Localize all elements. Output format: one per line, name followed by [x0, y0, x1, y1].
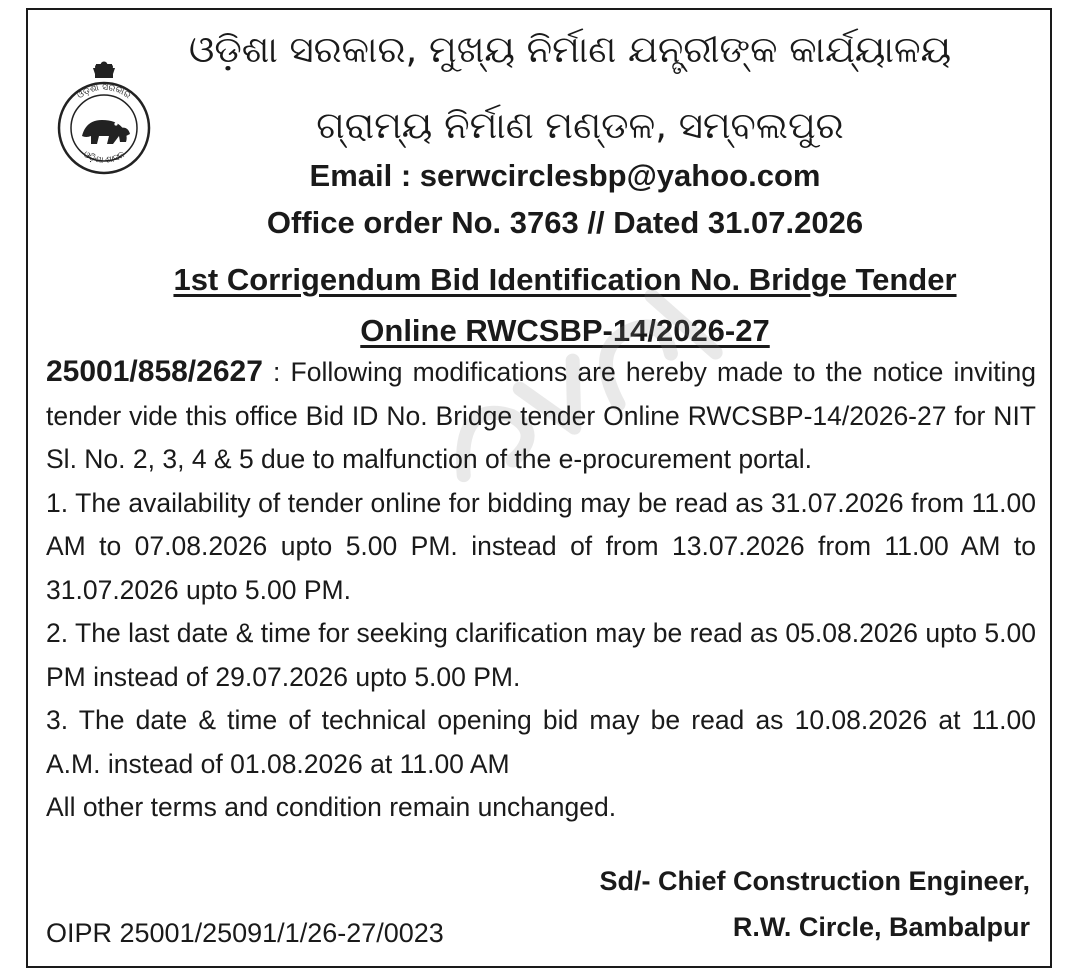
signature-designation: Sd/- Chief Construction Engineer, [599, 866, 1030, 896]
signature-office: R.W. Circle, Bambalpur [732, 912, 1030, 942]
intro-paragraph [46, 350, 1036, 482]
odia-header-line-2: ଗ୍ରାମ୍ୟ ନିର୍ମାଣ ମଣ୍ଡଳ, ସମ୍ବଲପୁର [316, 104, 844, 147]
subject-line-2: Online RWCSBP-14/2026-27 [360, 313, 770, 348]
svg-text:ଓଡ଼ିଶା ଶାସନ: ଓଡ଼ିଶା ଶାସନ [81, 149, 127, 166]
closing-statement: All other terms and condition remain unchanged. [46, 792, 617, 822]
corrigendum-subject [0, 254, 1080, 356]
modification-item-1: 1. The availability of tender online for bidding may be read as 31.07.2026 from 11.00 AM to 07.08.2026 upto 5.00 PM. instead of from 13.07.2026 from 11.00 AM to 31.07.2026 upto 5.00 PM. [46, 487, 1036, 605]
odia-header-line-1: ଓଡ଼ିଶା ସରକାର, ମୁଖ୍ୟ ନିର୍ମାଣ ଯନ୍ତ୍ରୀଙ୍କ କାର୍ଯ୍ୟାଳୟ [188, 28, 952, 71]
svg-text:ଓଡ଼ିଶା ସରକାର: ଓଡ଼ିଶା ସରକାର [75, 82, 133, 102]
oipr-reference: OIPR 25001/25091/1/26-27/0023 [46, 918, 444, 948]
subject-line-1: 1st Corrigendum Bid Identification No. Bridge Tender [173, 262, 957, 297]
notice-body [46, 350, 1036, 830]
modification-item-2: 2. The last date & time for seeking clarification may be read as 05.08.2026 upto 5.00 PM instead of 29.07.2026 upto 5.00 PM. [46, 618, 1036, 692]
reference-number: 25001/858/2627 [46, 355, 263, 388]
modification-item-3: 3. The date & time of technical opening bid may be read as 10.08.2026 at 11.00 A.M. instead of 01.08.2026 at 11.00 AM [46, 705, 1036, 779]
email-line: Email : serwcirclesbp@yahoo.com [309, 158, 821, 193]
office-order-line: Office order No. 3763 // Dated 31.07.2026 [266, 205, 864, 240]
intro-text: : Following modifications are hereby made to the notice inviting tender vide this office Bid ID No. Bridge tender Online RWCSBP-14/2026-27 for NIT Sl. No. 2, 3, 4 & 5 due to malfunction of the e-procurement portal. [46, 357, 1036, 474]
